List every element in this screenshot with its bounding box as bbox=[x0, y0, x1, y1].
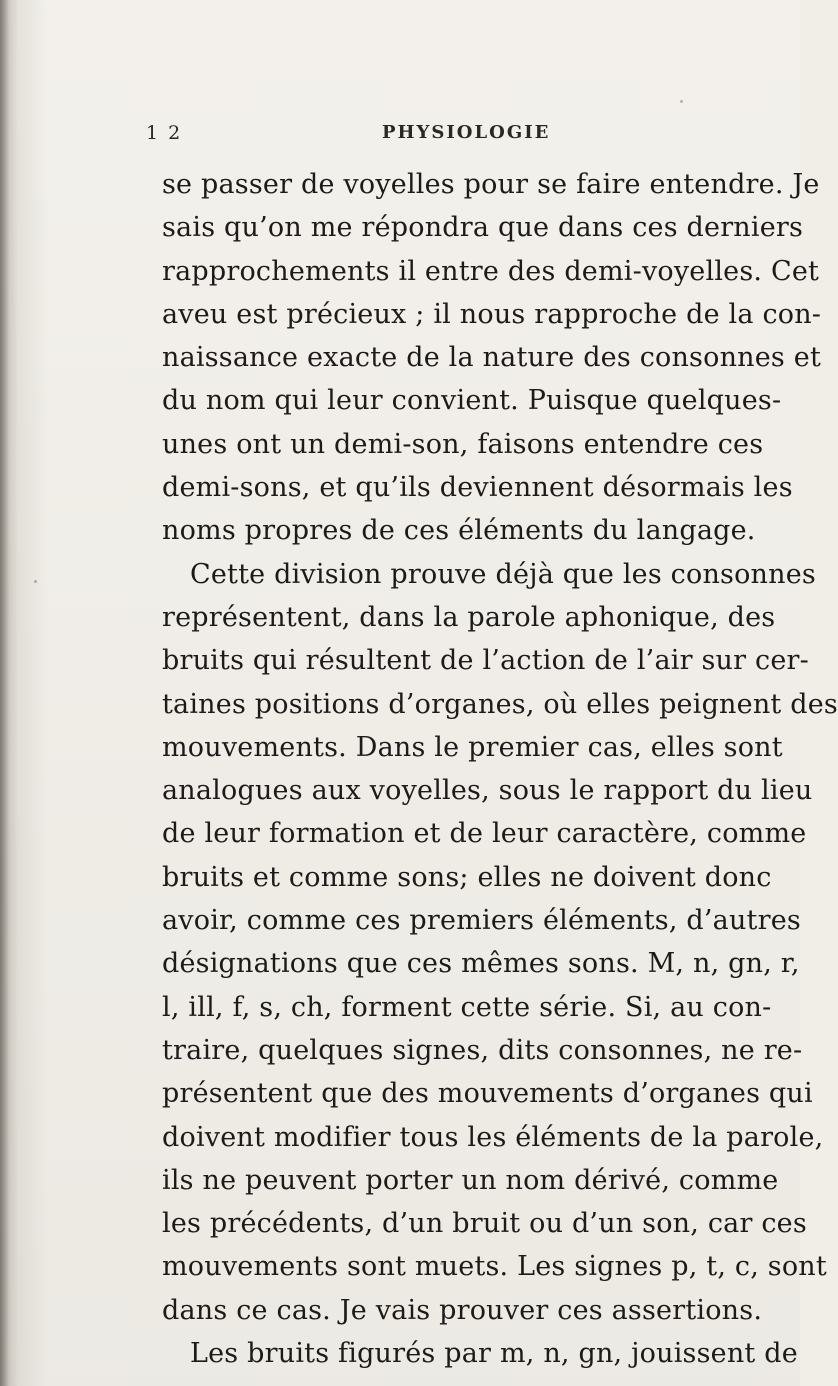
text-line: rapprochements il entre des demi-voyelles. Cet bbox=[162, 255, 820, 287]
text-line: bruits et comme sons; elles ne doivent donc bbox=[162, 861, 772, 893]
text-line: aveu est précieux ; il nous rapproche de la con- bbox=[162, 298, 822, 330]
text-line: naissance exacte de la nature des consonnes et bbox=[162, 342, 821, 374]
page-number: 1 2 bbox=[146, 122, 183, 144]
text-line: unes ont un demi-son, faisons entendre ces bbox=[162, 428, 764, 460]
text-line: Cette division prouve déjà que les consonnes bbox=[190, 558, 816, 590]
paper-speck bbox=[680, 100, 683, 103]
text-line: noms propres de ces éléments du langage. bbox=[162, 515, 756, 547]
text-line: se passer de voyelles pour se faire entendre. Je bbox=[162, 169, 820, 200]
running-head bbox=[146, 122, 758, 156]
text-line: doivent modifier tous les éléments de la parole, bbox=[162, 1121, 824, 1153]
text-line: avoir, comme ces premiers éléments, d’autres bbox=[162, 905, 801, 937]
text-line: mouvements sont muets. Les signes p, t, c, sont bbox=[162, 1251, 827, 1283]
text-line: dans ce cas. Je vais prouver ces assertions. bbox=[162, 1294, 763, 1326]
text-line: demi-sons, et qu’ils deviennent désormais les bbox=[162, 472, 793, 504]
text-line: présentent que des mouvements d’organes qui bbox=[162, 1078, 813, 1110]
text-line: taines positions d’organes, où elles peignent des bbox=[162, 688, 838, 720]
running-title: PHYSIOLOGIE bbox=[382, 122, 551, 143]
body-text bbox=[162, 163, 838, 1375]
text-line: traire, quelques signes, dits consonnes, ne re- bbox=[162, 1034, 803, 1066]
text-line: l, ill, f, s, ch, forment cette série. Si, au con- bbox=[162, 991, 772, 1023]
text-line: bruits qui résultent de l’action de l’air sur cer- bbox=[162, 645, 809, 677]
text-line: sais qu’on me répondra que dans ces derniers bbox=[162, 212, 804, 244]
text-line: du nom qui leur convient. Puisque quelques- bbox=[162, 385, 782, 417]
paper-speck bbox=[34, 580, 37, 583]
paper-speck bbox=[440, 1262, 443, 1265]
book-gutter-shadow bbox=[0, 0, 18, 1386]
text-line: désignations que ces mêmes sons. M, n, gn, r, bbox=[162, 948, 800, 980]
text-line: les précédents, d’un bruit ou d’un son, car ces bbox=[162, 1208, 807, 1240]
text-line: Les bruits figurés par m, n, gn, jouissent de bbox=[190, 1338, 798, 1370]
text-line: représentent, dans la parole aphonique, des bbox=[162, 601, 776, 633]
text-line: analogues aux voyelles, sous le rapport du lieu bbox=[162, 775, 813, 807]
text-line: ils ne peuvent porter un nom dérivé, comme bbox=[162, 1164, 779, 1196]
text-line: de leur formation et de leur caractère, comme bbox=[162, 818, 807, 850]
text-line: mouvements. Dans le premier cas, elles sont bbox=[162, 731, 783, 763]
